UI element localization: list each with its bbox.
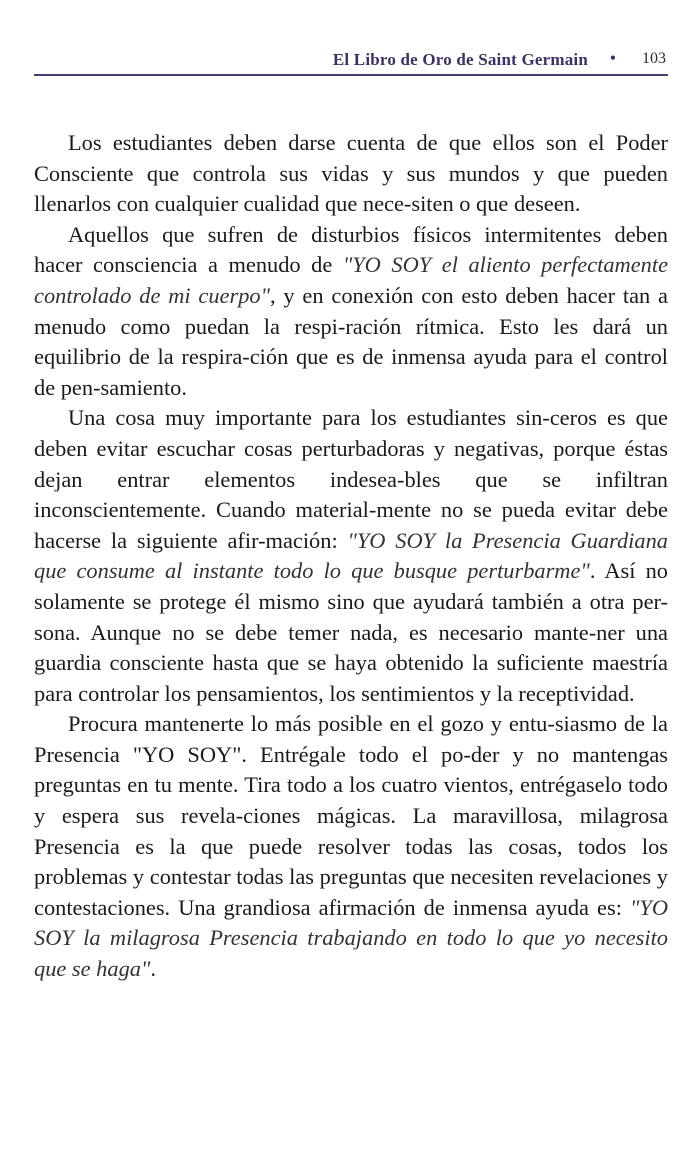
paragraph-4-text-1: Procura mantenerte lo más posible en el gozo y entu-siasmo de la Presencia "YO SOY". Entrégale todo el po-der y no mantengas preguntas en tu mente. Tira todo a los cuatro vientos, entrégaselo todo y espera sus revela-ciones mágicas. La maravillosa, milagrosa Presencia es la que puede resolver todas las cosas, todos los problemas y contestar todas las preguntas que necesiten revelaciones y contestaciones. Una grandiosa afirmación de inmensa ayuda es: [34, 711, 668, 920]
paragraph-2-text-1: Aquellos que sufren de disturbios físicos intermitentes deben hacer consciencia a menudo de [34, 221, 668, 278]
paragraph-1-text: Los estudiantes deben darse cuenta de que ellos son el Poder Consciente que controla sus vidas y sus mundos y que pueden llenarlos con cualquier cualidad que nece-siten o que deseen. [34, 130, 668, 217]
paragraph-3-text-2: . Así no solamente se protege él mismo sino que ayudará también a otra per-sona. Aunque no se debe temer nada, es necesario mante-ner una guardia consciente hasta que se haya obtenido la suficiente maestría para controlar los pensamientos, los sentimientos y la receptividad. [34, 558, 668, 706]
paragraph-2-affirmation: "YO SOY el aliento perfectamente controlado de mi cuerpo" [34, 252, 669, 308]
running-header [34, 44, 668, 76]
paragraph-4 [34, 709, 668, 984]
paragraph-2 [34, 220, 668, 404]
paragraph-3-affirmation: "YO SOY la Presencia Guardiana que consume al instante todo lo que busque perturbarme" [34, 527, 668, 584]
paragraph-1 [34, 128, 668, 220]
paragraph-2-text-2: , y en conexión con esto deben hacer tan a menudo como puedan la respi-ración rítmica. Esto les dará un equilibrio de la respira-ción que es de inmensa ayuda para el control de pen-samiento. [34, 282, 668, 400]
page-number: 103 [642, 50, 666, 67]
body-text [34, 128, 668, 985]
header-bullet: • [609, 48, 616, 68]
paragraph-4-affirmation: "YO SOY la milagrosa Presencia trabajando en todo lo que yo necesito que se haga" [34, 894, 668, 982]
paragraph-3 [34, 403, 668, 709]
paragraph-4-text-2: . [150, 956, 156, 982]
paragraph-3-text-1: Una cosa muy importante para los estudiantes sin-ceros es que deben evitar escuchar cosas perturbadoras y negativas, porque éstas dejan entrar elementos indesea-bles que se infiltran inconscientemente. Cuando material-mente no se pueda evitar debe hacerse la siguiente afir-mación: [34, 405, 668, 553]
book-title: El Libro de Oro de Saint Germain [332, 50, 588, 69]
